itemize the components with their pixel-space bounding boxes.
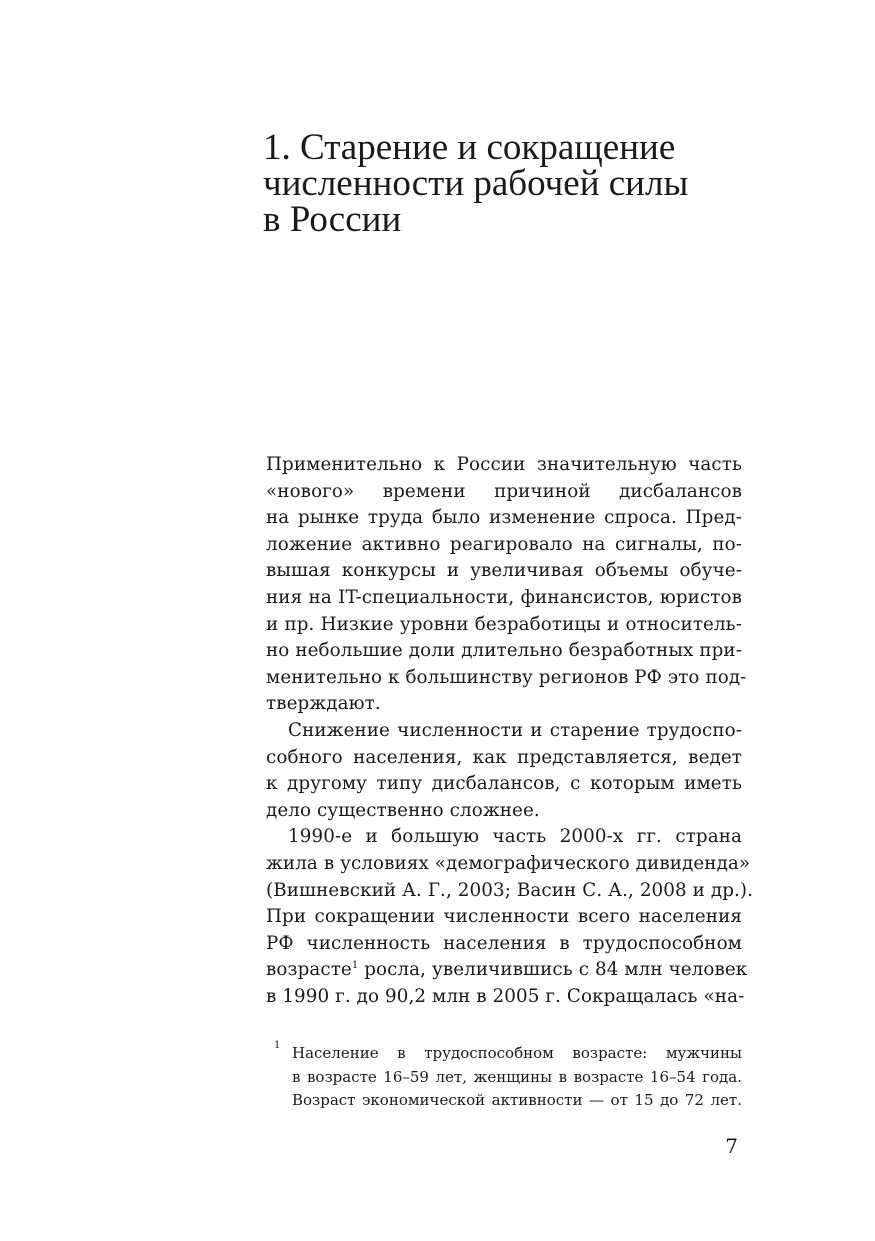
footnote-line: Население в трудоспособном возрасте: мужчины bbox=[292, 1044, 742, 1062]
text-line: тверждают. bbox=[266, 693, 381, 715]
text-line: Снижение численности и старение трудоспо- bbox=[288, 719, 742, 741]
text-line: РФ численность населения в трудоспособном bbox=[266, 932, 742, 954]
footnote-line: в возрасте 16–59 лет, женщины в возрасте 16–54 года. bbox=[292, 1067, 742, 1086]
text-line: вышая конкурсы и увеличивая объемы обуче- bbox=[266, 560, 742, 582]
text-line: собного населения, как представляется, ведет bbox=[266, 746, 742, 768]
text-line: к другому типу дисбалансов, с которым иметь bbox=[266, 773, 742, 795]
text-line: (Вишневский А. Г., 2003; Васин С. А., 2008 и др.). bbox=[266, 879, 754, 901]
chapter-title-line: численности рабочей силы bbox=[263, 163, 689, 204]
text-line: менительно к большинству регионов РФ это под- bbox=[266, 666, 747, 688]
chapter-title bbox=[263, 127, 743, 240]
text-line-with-footnote-ref bbox=[266, 957, 748, 984]
text-line: ложение активно реагировало на сигналы, по- bbox=[266, 533, 742, 555]
footnote-line: Возраст экономической активности — от 15 до 72 лет. bbox=[292, 1091, 742, 1109]
text-fragment: росла, увеличившись с 84 млн человек bbox=[358, 959, 748, 981]
text-line: ния на IT-специальности, финансистов, юристов bbox=[266, 586, 742, 608]
text-line: Применительно к России значительную часть bbox=[266, 454, 742, 475]
text-line: на рынке труда было изменение спроса. Пред- bbox=[266, 507, 742, 529]
text-line: жила в условиях «демографического дивиденда» bbox=[266, 852, 751, 874]
text-line: «нового» времени причиной дисбалансов bbox=[266, 480, 742, 502]
page-number: 7 bbox=[725, 1134, 738, 1158]
text-line: 1990-е и большую часть 2000-х гг. страна bbox=[288, 826, 742, 848]
text-line: и пр. Низкие уровни безработицы и относитель- bbox=[266, 613, 742, 635]
chapter-title-line: в России bbox=[263, 199, 402, 240]
text-line: но небольшие доли длительно безработных при- bbox=[266, 640, 742, 662]
footnote-reference[interactable]: 1 bbox=[351, 960, 359, 972]
body-text bbox=[266, 452, 754, 1010]
text-fragment: возрасте bbox=[266, 959, 352, 981]
text-line: дело существенно сложнее. bbox=[266, 799, 540, 821]
footnote-marker: 1 bbox=[274, 1040, 281, 1051]
chapter-title-line: 1. Старение и сокращение bbox=[263, 127, 676, 168]
footnote bbox=[266, 1042, 742, 1113]
text-line: При сокращении численности всего населения bbox=[266, 906, 742, 928]
text-line: в 1990 г. до 90,2 млн в 2005 г. Сокращалась «на- bbox=[266, 985, 745, 1007]
